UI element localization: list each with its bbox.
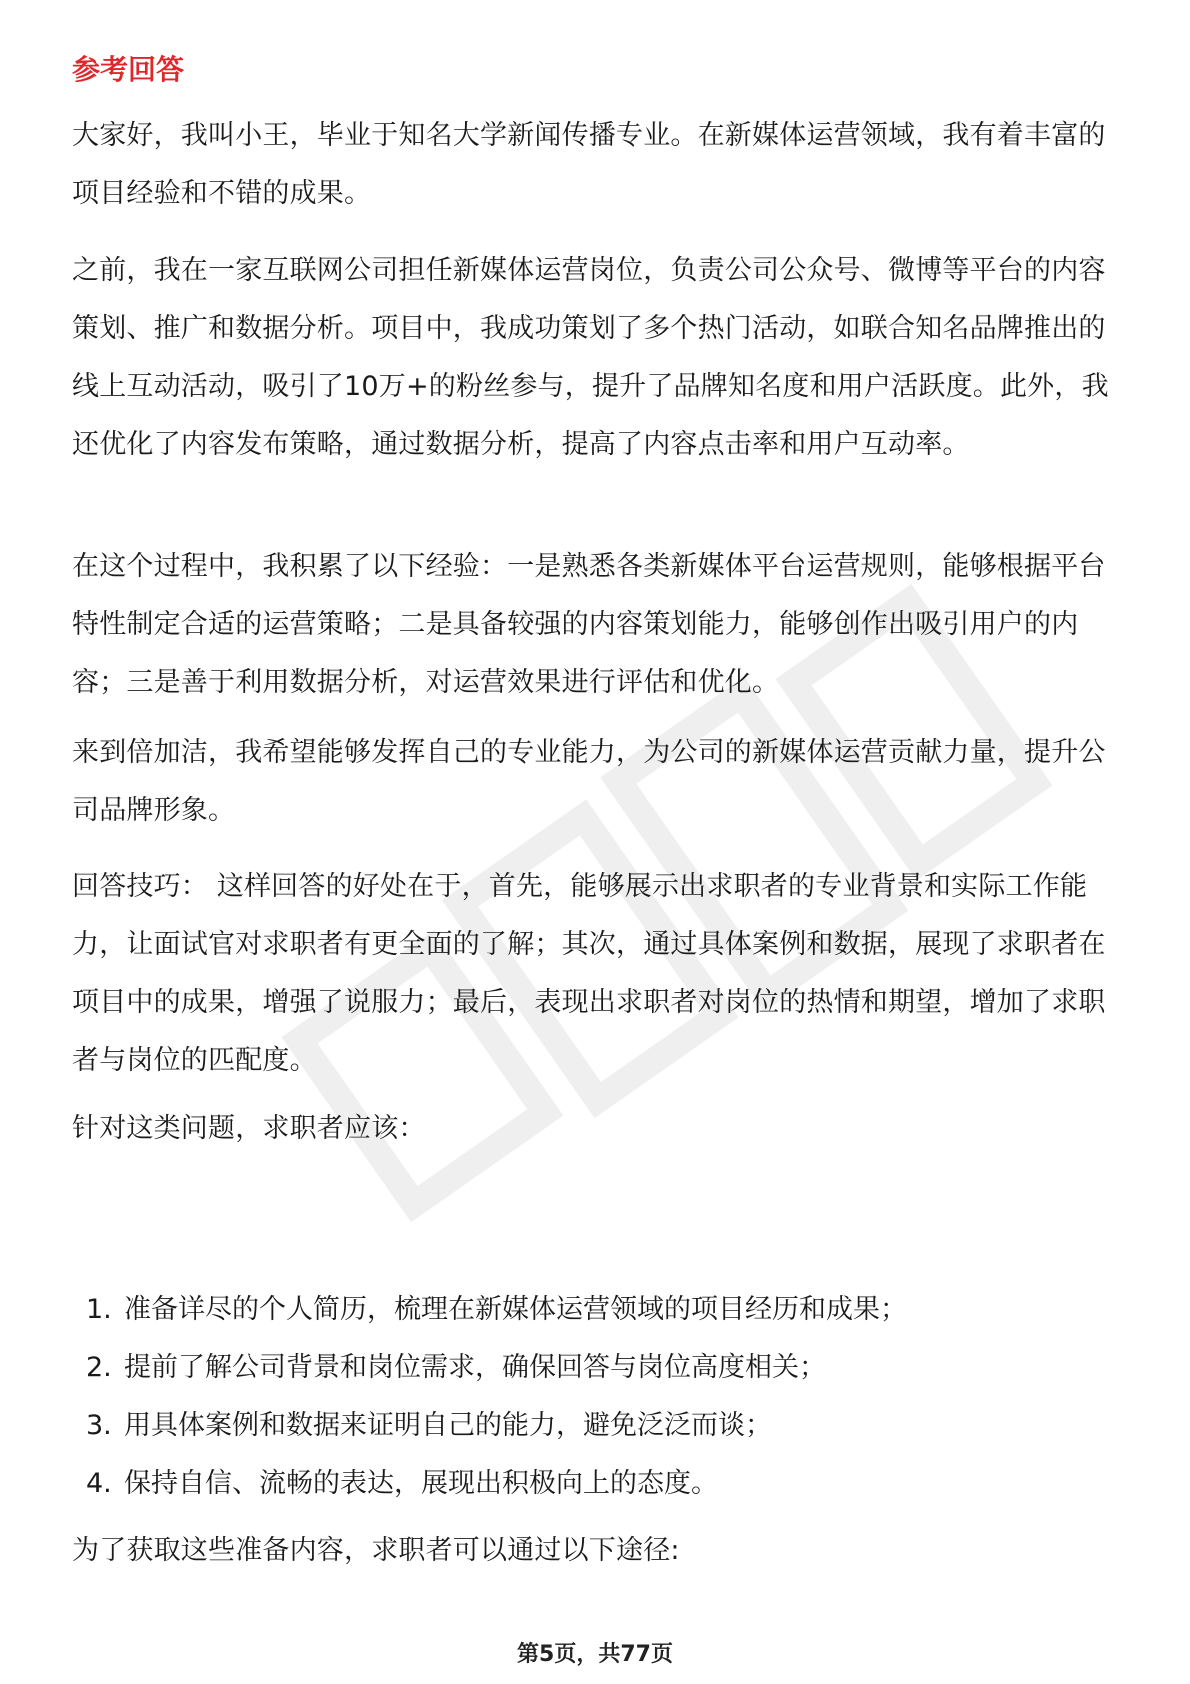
list-number: 4.	[86, 1468, 112, 1499]
answer-heading: 参考回答	[72, 53, 185, 86]
page-number-footer: 第5页，共77页	[517, 1642, 673, 1667]
paragraph-closing: 为了获取这些准备内容，求职者可以通过以下途径:	[72, 1535, 680, 1566]
list-number: 2.	[86, 1352, 112, 1383]
list-item	[72, 1281, 1122, 1339]
list-item-text: 用具体案例和数据来证明自己的能力，避免泛泛而谈；	[124, 1410, 772, 1441]
paragraph-goal: 来到倍加洁，我希望能够发挥自己的专业能力，为公司的新媒体运营贡献力量，提升公司品牌形象。	[72, 737, 1106, 826]
list-item-text: 保持自信、流畅的表达，展现出积极向上的态度。	[124, 1468, 718, 1499]
list-item-text: 准备详尽的个人简历，梳理在新媒体运营领域的项目经历和成果；	[124, 1294, 907, 1325]
advice-list	[72, 1281, 1122, 1513]
list-number: 1.	[86, 1294, 112, 1325]
list-item	[72, 1455, 1122, 1513]
paragraph-intro: 大家好，我叫小王，毕业于知名大学新闻传播专业。在新媒体运营领域，我有着丰富的项目经验和不错的成果。	[72, 120, 1106, 209]
paragraph-tips: 回答技巧： 这样回答的好处在于，首先，能够展示出求职者的专业背景和实际工作能力，让面试官对求职者有更全面的了解；其次，通过具体案例和数据，展现了求职者在项目中的成果，增强了说服力；最后，表现出求职者对岗位的热情和期望，增加了求职者与岗位的匹配度。	[72, 871, 1106, 1076]
paragraph-experience: 之前，我在一家互联网公司担任新媒体运营岗位，负责公司公众号、微博等平台的内容策划、推广和数据分析。项目中，我成功策划了多个热门活动，如联合知名品牌推出的线上互动活动，吸引了10万+的粉丝参与，提升了品牌知名度和用户活跃度。此外，我还优化了内容发布策略，通过数据分析，提高了内容点击率和用户互动率。	[72, 255, 1109, 460]
list-item	[72, 1397, 1122, 1455]
paragraph-lessons: 在这个过程中，我积累了以下经验：一是熟悉各类新媒体平台运营规则，能够根据平台特性制定合适的运营策略；二是具备较强的内容策划能力，能够创作出吸引用户的内容；三是善于利用数据分析，对运营效果进行评估和优化。	[72, 551, 1106, 698]
list-item-text: 提前了解公司背景和岗位需求，确保回答与岗位高度相关；	[124, 1352, 826, 1383]
paragraph-advice-intro: 针对这类问题，求职者应该：	[72, 1113, 426, 1144]
list-number: 3.	[86, 1410, 112, 1441]
list-item	[72, 1339, 1122, 1397]
